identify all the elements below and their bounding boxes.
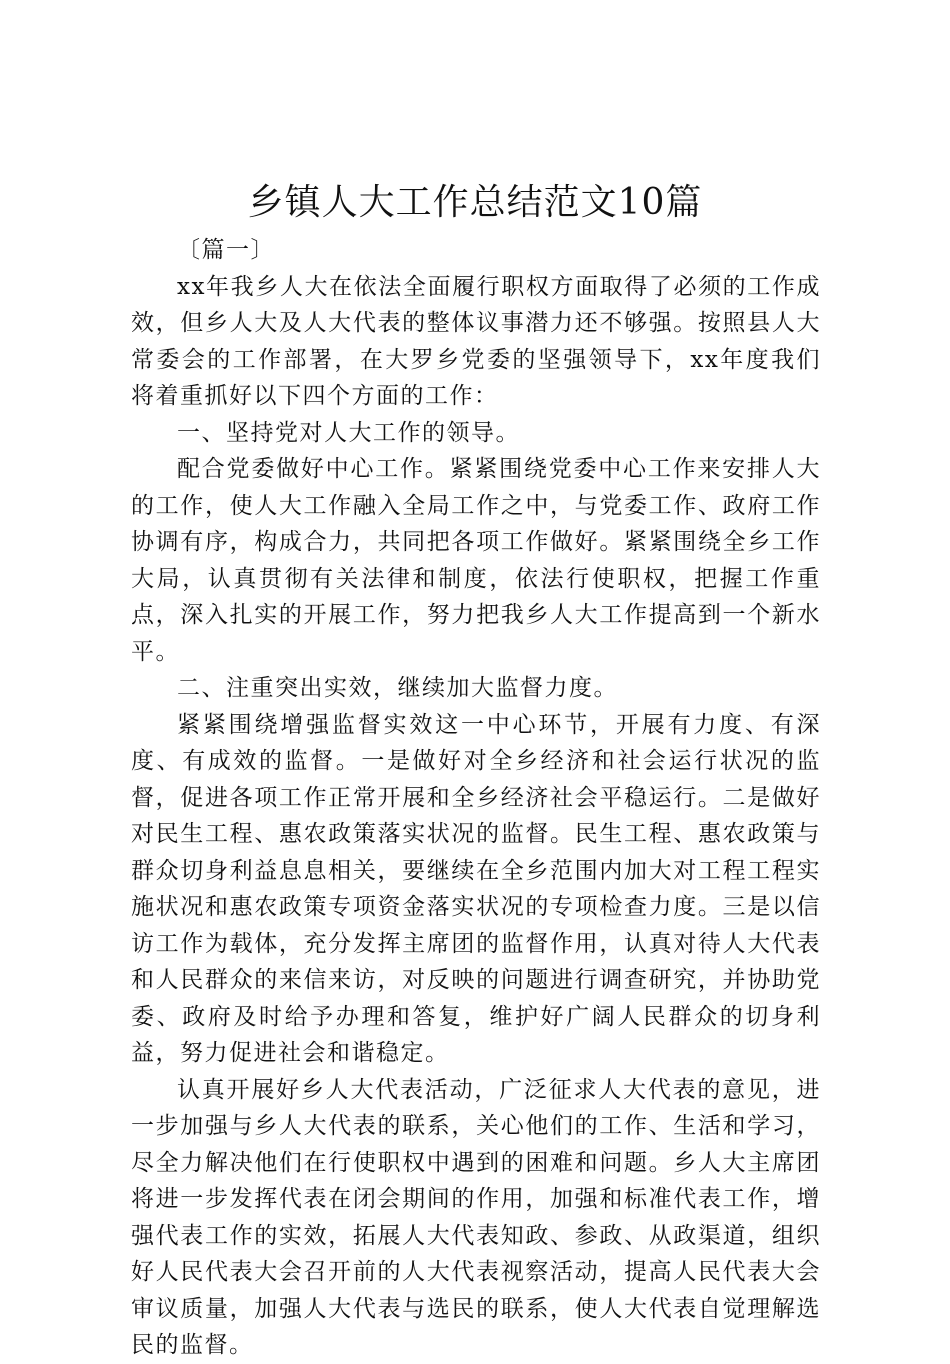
document-body (131, 232, 821, 1364)
paragraph-section-2: 紧紧围绕增强监督实效这一中心环节，开展有力度、有深度、有成效的监督。一是做好对全乡经济和社会运行状况的监督，促进各项工作正常开展和全乡经济社会平稳运行。二是做好对民生工程、惠农政策落实状况的监督。民生工程、惠农政策与群众切身利益息息相关，要继续在全乡范围内加大对工程工程实施状况和惠农政策专项资金落实状况的专项检查力度。三是以信访工作为载体，充分发挥主席团的监督作用，认真对待人大代表和人民群众的来信来访，对反映的问题进行调查研究，并协助党委、政府及时给予办理和答复，维护好广阔人民群众的切身利益，努力促进社会和谐稳定。 (131, 711, 821, 1066)
section-tag: 〔篇一〕 (177, 237, 275, 263)
heading-section-2: 二、注重突出实效，继续加大监督力度。 (177, 675, 618, 701)
paragraph-delegates: 认真开展好乡人大代表活动，广泛征求人大代表的意见，进一步加强与乡人大代表的联系，关心他们的工作、生活和学习，尽全力解决他们在行使职权中遇到的困难和问题。乡人大主席团将进一步发挥代表在闭会期间的作用，加强和标准代表工作，增强代表工作的实效，拓展人大代表知政、参政、从政渠道，组织好人民代表大会召开前的人大代表视察活动，提高人民代表大会审议质量，加强人大代表与选民的联系，使人大代表自觉理解选民的监督。 (131, 1076, 821, 1358)
paragraph-section-1: 配合党委做好中心工作。紧紧围绕党委中心工作来安排人大的工作，使人大工作融入全局工作之中，与党委工作、政府工作协调有序，构成合力，共同把各项工作做好。紧紧围绕全乡工作大局，认真贯彻有关法律和制度，依法行使职权，把握工作重点，深入扎实的开展工作，努力把我乡人大工作提高到一个新水平。 (131, 456, 821, 665)
document-title: 乡镇人大工作总结范文10篇 (247, 182, 703, 223)
paragraph-intro: xx年我乡人大在依法全面履行职权方面取得了必须的工作成效，但乡人大及人大代表的整体议事潜力还不够强。按照县人大常委会的工作部署，在大罗乡党委的坚强领导下，xx年度我们将着重抓好以下四个方面的工作： (131, 273, 821, 409)
heading-section-1: 一、坚持党对人大工作的领导。 (177, 419, 520, 446)
